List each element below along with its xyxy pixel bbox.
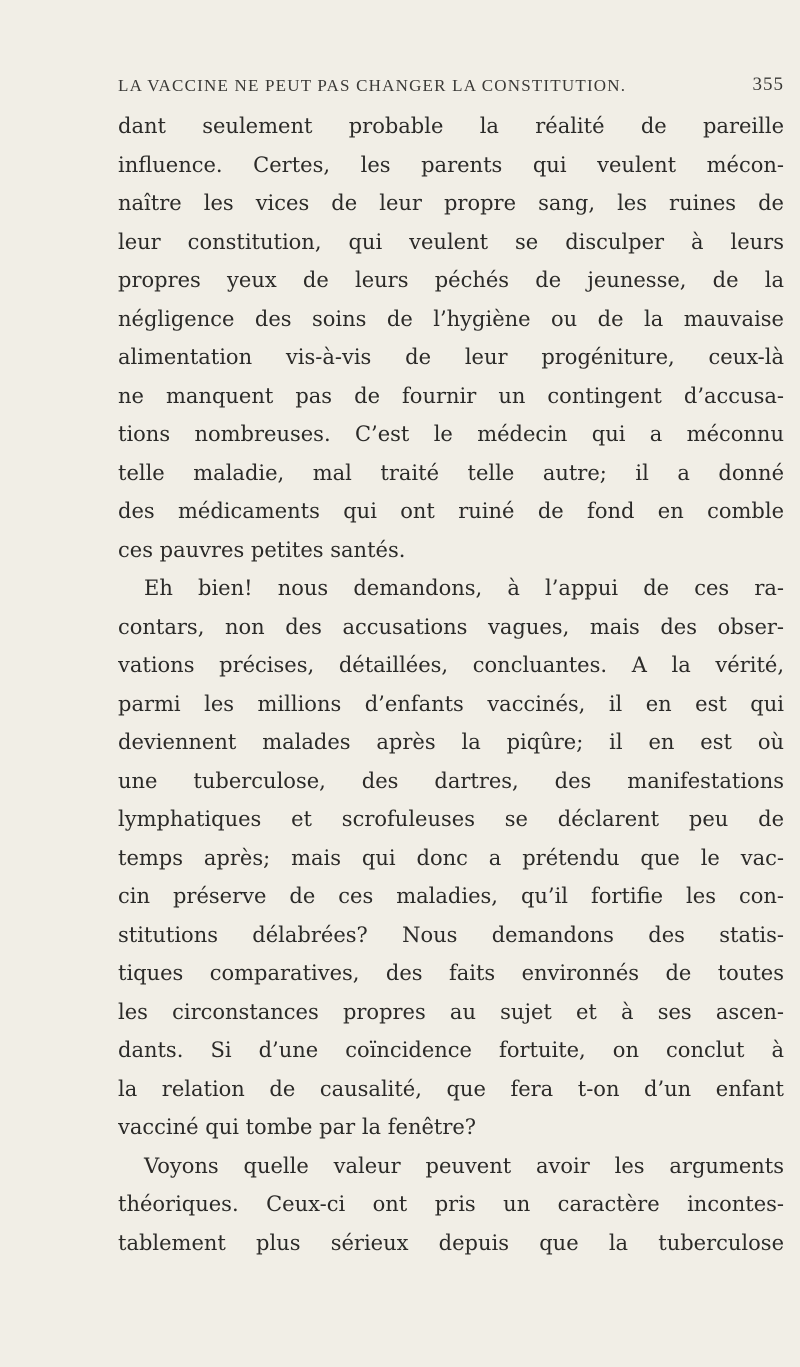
text-line: théoriques. Ceux-ci ont pris un caractère incontes- (118, 1192, 784, 1216)
text-line: tablement plus sérieux depuis que la tuberculose (118, 1230, 784, 1255)
running-header (118, 76, 784, 100)
text-line: vacciné qui tombe par la fenêtre? (118, 1115, 477, 1139)
text-line: stitutions délabrées? Nous demandons des statis- (118, 922, 784, 947)
text-line: temps après; mais qui donc a prétendu que le vac- (118, 845, 784, 870)
text-line: négligence des soins de l’hygiène ou de la mauvaise (118, 306, 784, 331)
text-line: naître les vices de leur propre sang, les ruines de (118, 191, 784, 215)
text-line: une tuberculose, des dartres, des manifestations (118, 768, 784, 793)
text-line: contars, non des accusations vagues, mais des obser- (118, 614, 784, 639)
text-line: parmi les millions d’enfants vaccinés, il en est qui (118, 691, 784, 716)
text-line: tiques comparatives, des faits environnés de toutes (118, 961, 784, 985)
page-number: 355 (752, 74, 784, 95)
text-line: dants. Si d’une coïncidence fortuite, on conclut à (118, 1038, 784, 1062)
text-line: vations précises, détaillées, concluantes. A la vérité, (118, 653, 784, 677)
running-title: LA VACCINE NE PEUT PAS CHANGER LA CONSTITUTION. (118, 76, 627, 95)
text-line: influence. Certes, les parents qui veulent mécon- (118, 152, 784, 177)
text-line: leur constitution, qui veulent se disculper à leurs (118, 229, 784, 254)
text-line: deviennent malades après la piqûre; il en est où (118, 730, 784, 754)
text-line: Voyons quelle valeur peuvent avoir les arguments (144, 1153, 784, 1178)
text-line: alimentation vis-à-vis de leur progéniture, ceux-là (118, 345, 784, 369)
text-line: tions nombreuses. C’est le médecin qui a méconnu (118, 422, 784, 446)
text-line: ne manquent pas de fournir un contingent d’accusa- (118, 383, 784, 408)
text-line: dant seulement probable la réalité de pareille (118, 114, 784, 138)
text-line: la relation de causalité, que fera t-on d’un enfant (118, 1076, 784, 1101)
text-line: des médicaments qui ont ruiné de fond en comble (118, 499, 784, 523)
text-line: cin préserve de ces maladies, qu’il fortifie les con- (118, 884, 784, 908)
body-text (118, 107, 784, 1262)
text-line: ces pauvres petites santés. (118, 537, 406, 562)
text-line: lymphatiques et scrofuleuses se déclarent peu de (118, 807, 784, 831)
text-line: propres yeux de leurs péchés de jeunesse, de la (118, 268, 784, 292)
text-line: telle maladie, mal traité telle autre; il a donné (118, 460, 784, 485)
text-line: les circonstances propres au sujet et à ses ascen- (118, 999, 784, 1024)
text-line: Eh bien! nous demandons, à l’appui de ces ra- (144, 576, 784, 600)
